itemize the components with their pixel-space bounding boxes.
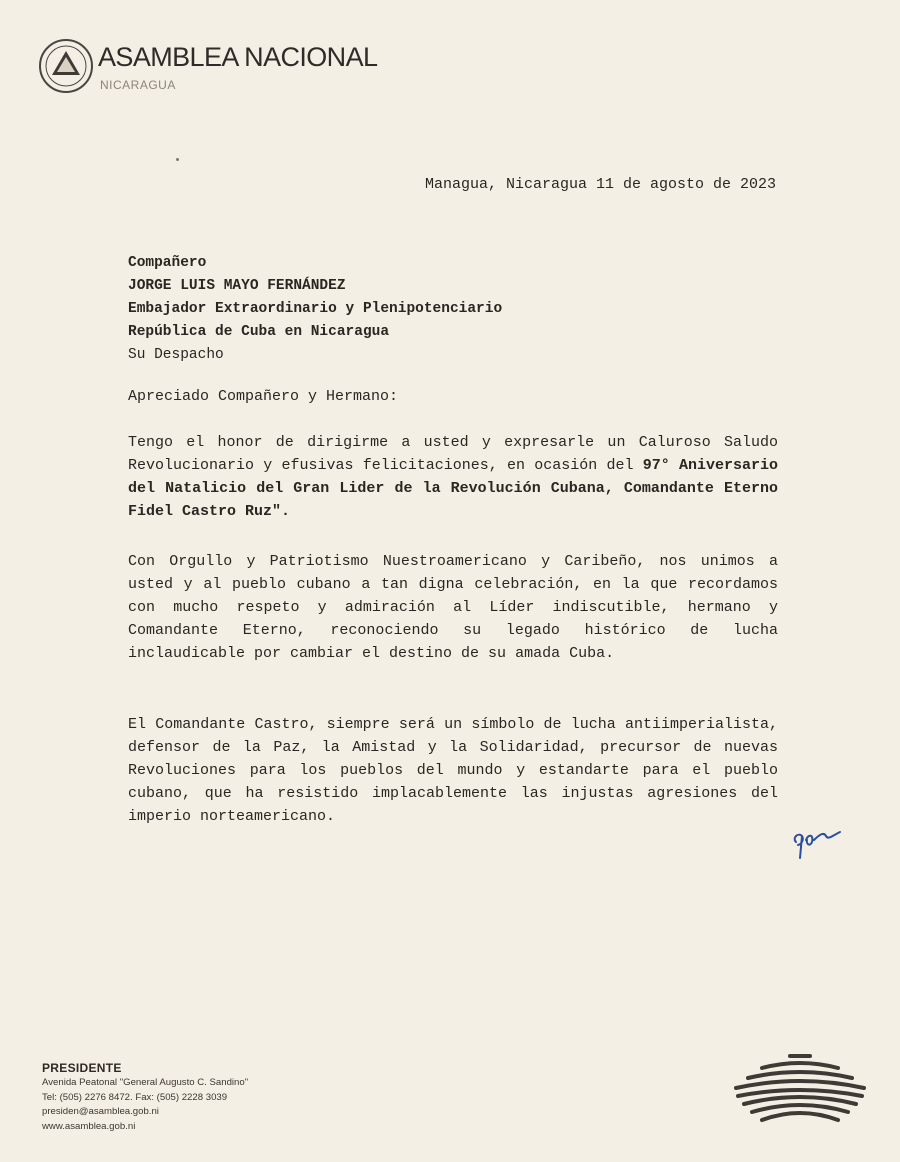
recipient-name: JORGE LUIS MAYO FERNÁNDEZ [128,278,346,294]
recipient-greeting: Compañero [128,255,207,271]
speck [176,158,179,161]
body-paragraph-2: Con Orgullo y Patriotismo Nuestroamericano y Caribeño, nos unimos a usted y al pueblo cubano a tan digna celebración, en la que recordamos con mucho respeto y admiración al Líder indiscutible, hermano y Comandante Eterno, reconociendo su legado histórico de lucha inclaudicable por cambiar el destino de su amada Cuba. [128,553,778,662]
paragraph-1-emphasis: 97° Aniversario del Natalicio del Gran Lider de la Revolución Cubana, Comandante Eterno Fidel Castro Ruz". [128,457,778,520]
recipient-country: República de Cuba en Nicaragua [128,324,390,340]
handwritten-initials [790,820,850,860]
assembly-hemicycle-emblem-icon [728,1050,873,1130]
body-paragraph-3: El Comandante Castro, siempre será un símbolo de lucha antiimperialista, defensor de la Paz, la Amistad y la Solidaridad, precursor de nuevas Revoluciones para los pueblos del mundo y estandarte para el pueblo cubano, que ha resistido implacablemente las injustas agresiones del imperio norteamericano. [128,716,778,825]
organization-country: NICARAGUA [100,78,176,92]
body-paragraph-1 [128,431,778,523]
national-assembly-seal-icon [38,38,94,94]
recipient-block [128,252,502,367]
recipient-office: Su Despacho [128,347,224,363]
footer-address: Avenida Peatonal "General Augusto C. Sandino" [42,1077,249,1088]
organization-name: ASAMBLEA NACIONAL [98,42,378,72]
recipient-title: Embajador Extraordinario y Plenipotenciario [128,301,503,317]
salutation: Apreciado Compañero y Hermano: [128,388,399,405]
date-line: Managua, Nicaragua 11 de agosto de 2023 [424,176,776,193]
paragraph-1-text: Tengo el honor de dirigirme a usted y expresarle un Caluroso Saludo Revolucionario y efusivas felicitaciones, en ocasión del [128,434,778,474]
footer-contact [42,1060,248,1134]
footer-title: PRESIDENTE [42,1061,122,1075]
footer-phone: Tel: (505) 2276 8472. Fax: (505) 2228 3039 [42,1091,228,1103]
footer-email: presiden@asamblea.gob.ni [42,1106,159,1117]
footer-website: www.asamblea.gob.ni [42,1120,136,1132]
letterhead [38,30,398,100]
